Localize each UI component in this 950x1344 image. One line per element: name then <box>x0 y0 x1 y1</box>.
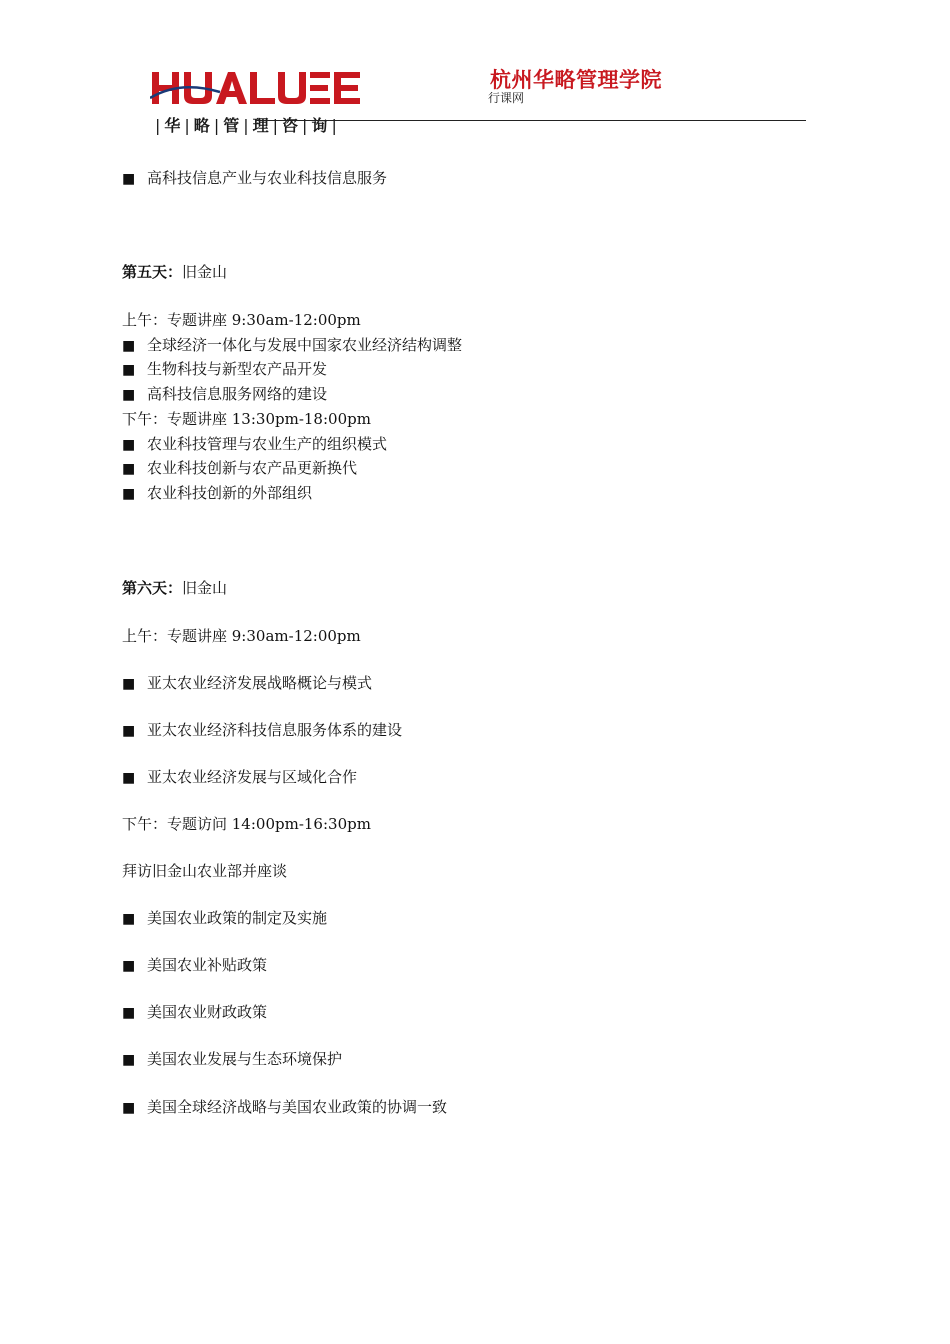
logo-sub-char: 略 <box>193 116 211 135</box>
list-item: ■ 亚太农业经济科技信息服务体系的建设 <box>122 720 402 741</box>
site-name: 行课网 <box>488 91 525 105</box>
session-heading: 下午：专题讲座 13:30pm-18:00pm <box>122 410 371 428</box>
day-label: 第五天： <box>122 263 183 281</box>
list-item: ■ 农业科技创新的外部组织 <box>122 483 312 504</box>
day-heading <box>122 578 227 598</box>
logo-sub-char: 管 <box>223 116 241 135</box>
session-heading: 下午：专题访问 14:00pm-16:30pm <box>122 815 371 833</box>
session-heading: 上午：专题讲座 9:30am-12:00pm <box>122 311 361 329</box>
list-item: ■ 美国农业财政政策 <box>122 1002 267 1023</box>
logo-sub-char: 咨 <box>282 116 300 135</box>
logo-sub-char: 华 <box>164 116 182 135</box>
list-item: ■ 高科技信息产业与农业科技信息服务 <box>122 168 387 189</box>
list-item: ■ 全球经济一体化与发展中国家农业经济结构调整 <box>122 335 462 356</box>
day-heading <box>122 262 227 282</box>
list-item: ■ 农业科技管理与农业生产的组织模式 <box>122 434 387 455</box>
logo-subtitle: | 华 | 略 | 管 | 理 | 咨 | 询 | <box>155 116 338 135</box>
header-divider <box>255 120 806 121</box>
list-item: ■ 美国农业补贴政策 <box>122 955 267 976</box>
logo-sub-char: 理 <box>252 116 270 135</box>
list-item: ■ 亚太农业经济发展战略概论与模式 <box>122 673 372 694</box>
logo-sub-char: 询 <box>311 116 329 135</box>
session-heading: 上午：专题讲座 9:30am-12:00pm <box>122 627 361 645</box>
list-item: ■ 美国农业发展与生态环境保护 <box>122 1049 342 1070</box>
page-header <box>0 0 950 140</box>
list-item: ■ 生物科技与新型农产品开发 <box>122 359 327 380</box>
list-item: ■ 美国农业政策的制定及实施 <box>122 908 327 929</box>
brand-title: 杭州华略管理学院 <box>490 68 662 92</box>
list-item: ■ 亚太农业经济发展与区域化合作 <box>122 767 357 788</box>
day-place: 旧金山 <box>182 263 228 281</box>
visit-note: 拜访旧金山农业部并座谈 <box>122 862 288 880</box>
hualue-logo <box>150 68 365 108</box>
day-label: 第六天： <box>122 579 183 597</box>
list-item: ■ 农业科技创新与农产品更新换代 <box>122 458 357 479</box>
list-item: ■ 美国全球经济战略与美国农业政策的协调一致 <box>122 1097 447 1118</box>
day-place: 旧金山 <box>182 579 228 597</box>
list-item: ■ 高科技信息服务网络的建设 <box>122 384 327 405</box>
